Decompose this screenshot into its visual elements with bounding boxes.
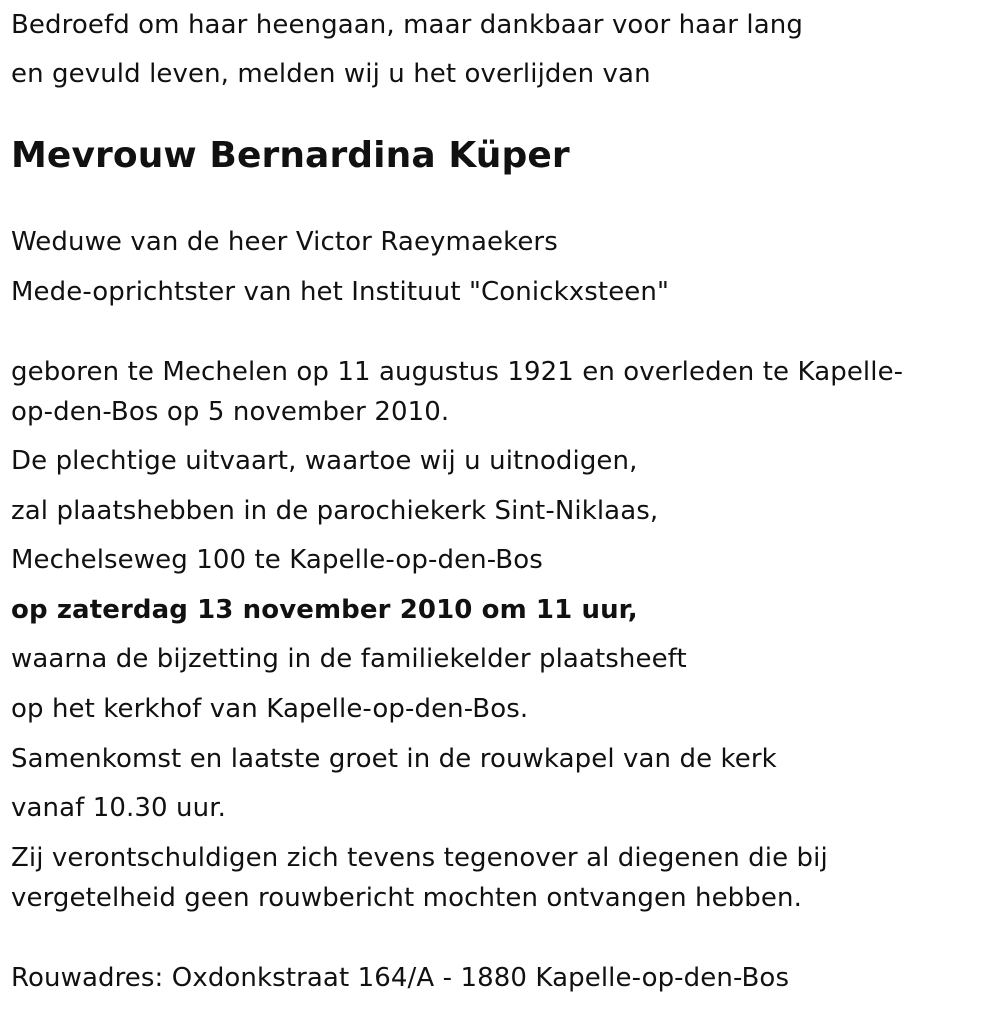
apology-line-1: Zij verontschuldigen zich tevens tegenover al diegenen die bij [11, 843, 828, 873]
birth-death-line-2: op-den-Bos op 5 november 2010. [11, 397, 450, 427]
ceremony-line-3: Mechelseweg 100 te Kapelle-op-den-Bos [11, 545, 543, 575]
gathering-line-1: Samenkomst en laatste groet in de rouwkapel van de kerk [11, 744, 777, 774]
birth-death-line-1: geboren te Mechelen op 11 augustus 1921 en overleden te Kapelle- [11, 357, 904, 387]
title-line-1: Weduwe van de heer Victor Raeymaekers [11, 227, 558, 257]
intro-line-1: Bedroefd om haar heengaan, maar dankbaar voor haar lang [11, 10, 803, 40]
ceremony-line-1: De plechtige uitvaart, waartoe wij u uitnodigen, [11, 446, 638, 476]
ceremony-line-2: zal plaatshebben in de parochiekerk Sint-Niklaas, [11, 496, 659, 526]
ceremony-date-time: op zaterdag 13 november 2010 om 11 uur, [11, 595, 638, 625]
ceremony-line-5: waarna de bijzetting in de familiekelder plaatsheeft [11, 644, 687, 674]
deceased-name: Mevrouw Bernardina Küper [11, 135, 570, 176]
gathering-line-2: vanaf 10.30 uur. [11, 793, 226, 823]
apology-line-2: vergetelheid geen rouwbericht mochten ontvangen hebben. [11, 883, 802, 913]
intro-line-2: en gevuld leven, melden wij u het overlijden van [11, 59, 651, 89]
ceremony-line-6: op het kerkhof van Kapelle-op-den-Bos. [11, 694, 529, 724]
mourning-address: Rouwadres: Oxdonkstraat 164/A - 1880 Kapelle-op-den-Bos [11, 963, 790, 993]
title-line-2: Mede-oprichtster van het Instituut "Conickxsteen" [11, 277, 670, 307]
